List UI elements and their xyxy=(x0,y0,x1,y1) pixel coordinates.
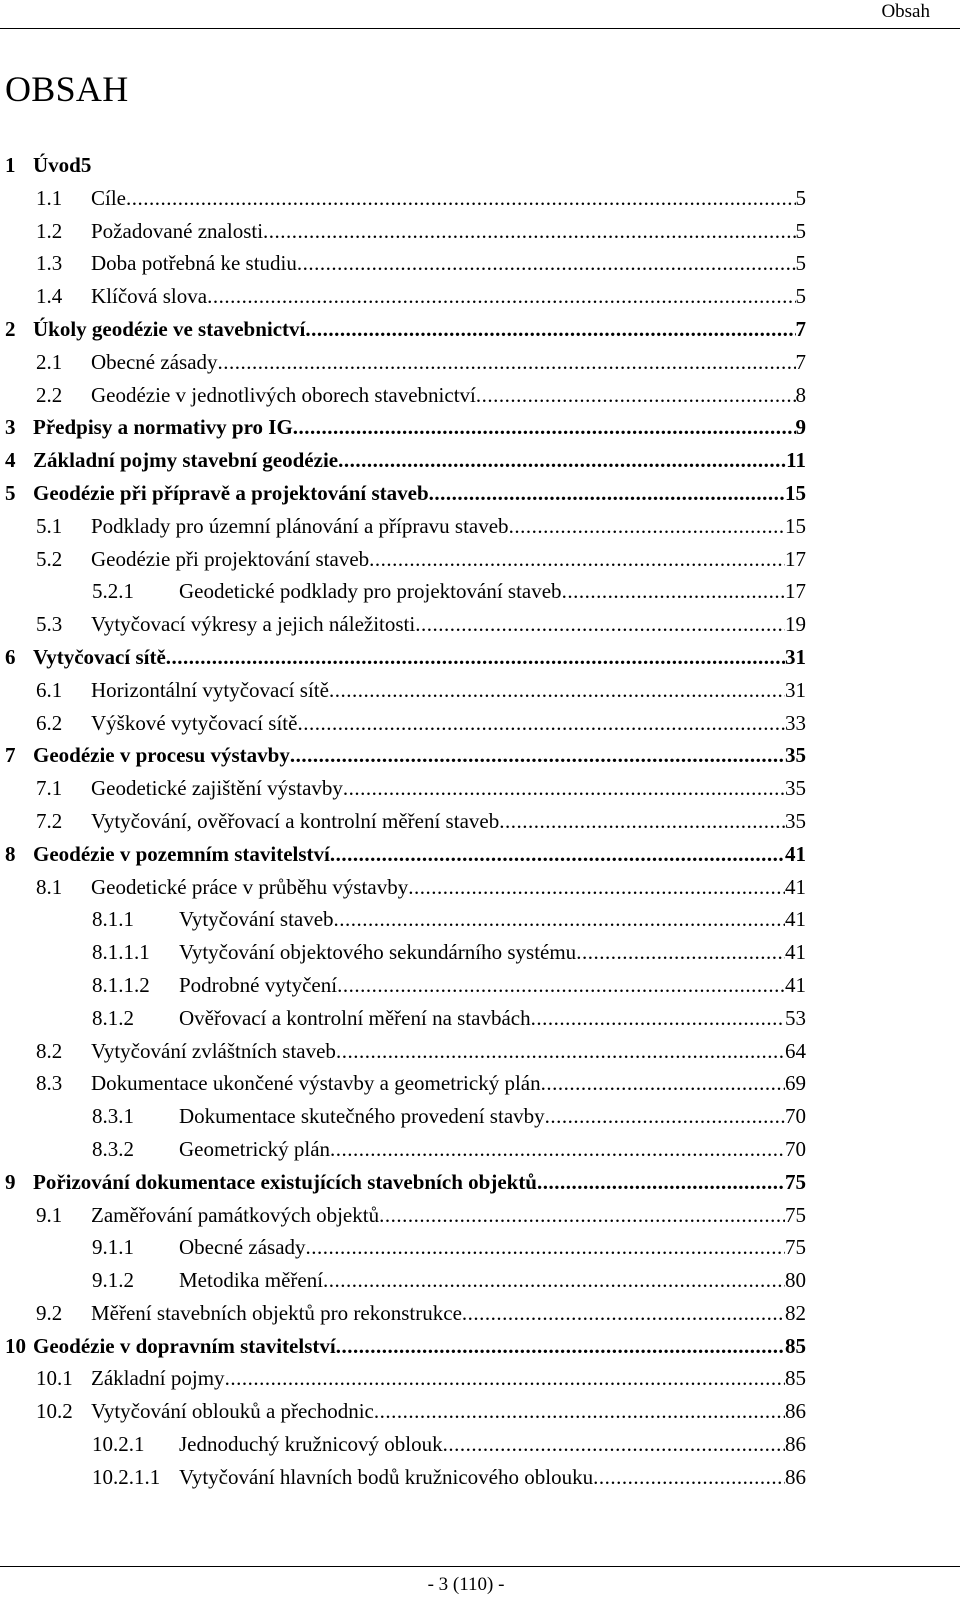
toc-entry-body xyxy=(33,641,806,674)
toc-entry-body xyxy=(33,411,806,444)
toc-entry-title: Základní pojmy stavební geodézie xyxy=(33,448,339,473)
toc-entry-4[interactable] xyxy=(0,444,806,477)
toc-entry-number: 5.1 xyxy=(36,513,63,538)
toc-entry-title: Obecné zásady xyxy=(179,1235,306,1260)
toc-entry-title: Vytyčovací sítě xyxy=(33,644,166,669)
dot-leader xyxy=(207,280,795,313)
toc-entry-title: Klíčová slova xyxy=(91,284,208,309)
toc-entry-number: 8 xyxy=(5,841,16,866)
toc-entry-page: 41 xyxy=(785,940,806,965)
running-header-label: Obsah xyxy=(881,1,930,22)
toc-entry-body xyxy=(179,1264,806,1297)
toc-entry-number: 8.1.1 xyxy=(92,907,134,932)
toc-entry-body xyxy=(91,1297,806,1330)
toc-entry-page: 15 xyxy=(785,513,806,538)
toc-entry-page: 70 xyxy=(785,1104,806,1129)
toc-entry-8-3-2[interactable] xyxy=(0,1133,806,1166)
toc-entry-body xyxy=(33,444,806,477)
toc-entry-2[interactable] xyxy=(0,313,806,346)
toc-entry-title: Obecné zásady xyxy=(91,349,218,374)
toc-entry-page: 33 xyxy=(785,710,806,735)
toc-entry-body xyxy=(33,313,806,346)
toc-entry-number: 6.2 xyxy=(36,710,63,735)
toc-entry-title: Dokumentace skutečného provedení stavby xyxy=(179,1104,545,1129)
toc-entry-page: 82 xyxy=(785,1300,806,1325)
toc-entry-page: 41 xyxy=(785,841,806,866)
dot-leader xyxy=(415,608,785,641)
dot-leader xyxy=(541,1067,785,1100)
toc-entry-8-1[interactable] xyxy=(0,871,806,904)
dot-leader xyxy=(305,313,795,346)
toc-entry-page: 85 xyxy=(785,1333,806,1358)
dot-leader xyxy=(576,936,785,969)
toc-entry-5-2[interactable] xyxy=(0,543,806,576)
toc-entry-number: 8.3.1 xyxy=(92,1104,134,1129)
toc-entry-page: 80 xyxy=(785,1268,806,1293)
toc-entry-title: Geodézie v jednotlivých oborech stavebnictví xyxy=(91,382,476,407)
toc-entry-page: 75 xyxy=(785,1235,806,1260)
toc-entry-body xyxy=(179,1428,806,1461)
toc-entry-title: Cíle xyxy=(91,185,126,210)
toc-entry-page: 53 xyxy=(785,1005,806,1030)
toc-entry-page: 31 xyxy=(785,644,806,669)
footer-divider xyxy=(0,1566,960,1567)
toc-entry-page: 31 xyxy=(785,677,806,702)
toc-entry-number: 4 xyxy=(5,448,16,473)
toc-entry-page: 9 xyxy=(795,415,806,440)
toc-entry-1-2[interactable] xyxy=(0,215,806,248)
toc-entry-title: Vytyčování staveb xyxy=(179,907,334,932)
toc-entry-8[interactable] xyxy=(0,838,806,871)
toc-entry-page: 69 xyxy=(785,1071,806,1096)
toc-entry-body xyxy=(91,1035,806,1068)
toc-entry-title: Vytyčování objektového sekundárního systému xyxy=(179,940,577,965)
toc-entry-8-1-1[interactable] xyxy=(0,903,806,936)
dot-leader xyxy=(343,772,785,805)
toc-entry-body xyxy=(33,149,806,182)
dot-leader xyxy=(369,543,785,576)
toc-entry-7[interactable] xyxy=(0,739,806,772)
toc-entry-number: 10.1 xyxy=(36,1366,73,1391)
toc-entry-number: 9.1.1 xyxy=(92,1235,134,1260)
toc-entry-title: Vytyčovací výkresy a jejich náležitosti xyxy=(91,612,416,637)
toc-entry-9-2[interactable] xyxy=(0,1297,806,1330)
toc-entry-body xyxy=(91,805,806,838)
dot-leader xyxy=(462,1297,785,1330)
toc-entry-page: 15 xyxy=(785,480,806,505)
dot-leader xyxy=(408,871,785,904)
toc-entry-title: Geodézie v pozemním stavitelství xyxy=(33,841,330,866)
toc-entry-body xyxy=(91,543,806,576)
toc-entry-number: 6 xyxy=(5,644,16,669)
toc-entry-number: 5 xyxy=(5,480,16,505)
dot-leader xyxy=(562,575,785,608)
toc-entry-number: 1.4 xyxy=(36,284,63,309)
toc-entry-8-3-1[interactable] xyxy=(0,1100,806,1133)
toc-entry-title: Pořizování dokumentace existujících stavebních objektů xyxy=(33,1169,537,1194)
dot-leader xyxy=(374,1395,785,1428)
toc-entry-10-2-1[interactable] xyxy=(0,1428,806,1461)
toc-entry-body xyxy=(91,280,806,313)
toc-entry-title: Geodézie při projektování staveb xyxy=(91,546,370,571)
toc-entry-title: Geodetické podklady pro projektování staveb xyxy=(179,579,562,604)
toc-entry-number: 5.2 xyxy=(36,546,63,571)
toc-entry-number: 8.1.1.1 xyxy=(92,940,150,965)
toc-entry-number: 2.2 xyxy=(36,382,63,407)
dot-leader xyxy=(337,969,785,1002)
toc-entry-8-1-1-1[interactable] xyxy=(0,936,806,969)
toc-entry-title: Podrobné vytyčení xyxy=(179,972,338,997)
toc-entry-page: 5 xyxy=(795,284,806,309)
toc-entry-number: 8.1.1.2 xyxy=(92,972,150,997)
toc-entry-8-1-1-2[interactable] xyxy=(0,969,806,1002)
toc-entry-6-2[interactable] xyxy=(0,707,806,740)
toc-entry-9[interactable] xyxy=(0,1166,806,1199)
dot-leader xyxy=(306,1231,785,1264)
dot-leader xyxy=(297,247,796,280)
toc-entry-body xyxy=(91,247,806,280)
toc-entry-page: 5 xyxy=(80,153,92,177)
toc-entry-page: 11 xyxy=(786,448,806,473)
toc-entry-title: Podklady pro územní plánování a přípravu staveb xyxy=(91,513,509,538)
toc-entry-body xyxy=(33,1166,806,1199)
toc-entry-number: 9.1.2 xyxy=(92,1268,134,1293)
toc-entry-5-1[interactable] xyxy=(0,510,806,543)
toc-entry-7-1[interactable] xyxy=(0,772,806,805)
toc-entry-page: 35 xyxy=(785,776,806,801)
toc-entry-number: 10 xyxy=(5,1333,26,1358)
dot-leader xyxy=(290,739,785,772)
toc-entry-title: Geodézie v procesu výstavby xyxy=(33,743,290,768)
toc-entry-title: Požadované znalosti xyxy=(91,218,264,243)
dot-leader xyxy=(429,477,785,510)
toc-entry-title: Jednoduchý kružnicový oblouk xyxy=(179,1432,443,1457)
toc-entry-title: Geodézie při přípravě a projektování staveb xyxy=(33,480,429,505)
toc-entry-page: 41 xyxy=(785,907,806,932)
toc-entry-2-2[interactable] xyxy=(0,379,806,412)
toc-entry-5[interactable] xyxy=(0,477,806,510)
page-footer xyxy=(0,1566,960,1610)
dot-leader xyxy=(293,411,796,444)
toc-entry-title: Horizontální vytyčovací sítě xyxy=(91,677,329,702)
toc-entry-number: 9.2 xyxy=(36,1300,63,1325)
toc-entry-body xyxy=(91,674,806,707)
toc-entry-1-4[interactable] xyxy=(0,280,806,313)
toc-entry-page: 41 xyxy=(785,972,806,997)
toc-entry-number: 9.1 xyxy=(36,1202,63,1227)
toc-entry-page: 86 xyxy=(785,1399,806,1424)
page-title: OBSAH xyxy=(5,69,129,109)
dot-leader xyxy=(443,1428,785,1461)
dot-leader xyxy=(330,1133,785,1166)
dot-leader xyxy=(330,838,785,871)
toc-entry-body xyxy=(91,608,806,641)
dot-leader xyxy=(499,805,785,838)
table-of-contents xyxy=(0,149,806,1494)
toc-entry-8-1-2[interactable] xyxy=(0,1002,806,1035)
toc-entry-8-3[interactable] xyxy=(0,1067,806,1100)
page-header xyxy=(0,0,960,29)
toc-entry-title: Vytyčování hlavních bodů kružnicového oblouku xyxy=(179,1464,594,1489)
dot-leader xyxy=(126,182,796,215)
toc-entry-number: 8.1 xyxy=(36,874,63,899)
toc-entry-page: 5 xyxy=(795,218,806,243)
toc-entry-number: 10.2.1 xyxy=(92,1432,145,1457)
dot-leader xyxy=(263,215,795,248)
toc-entry-3[interactable] xyxy=(0,411,806,444)
toc-entry-number: 3 xyxy=(5,415,16,440)
toc-entry-body xyxy=(91,379,806,412)
toc-entry-1-3[interactable] xyxy=(0,247,806,280)
toc-entry-title: Metodika měření xyxy=(179,1268,324,1293)
dot-leader xyxy=(537,1166,785,1199)
toc-entry-5-2-1[interactable] xyxy=(0,575,806,608)
toc-entry-10-2-1-1[interactable] xyxy=(0,1461,806,1494)
toc-entry-2-1[interactable] xyxy=(0,346,806,379)
toc-entry-10-1[interactable] xyxy=(0,1362,806,1395)
toc-entry-number: 5.3 xyxy=(36,612,63,637)
dot-leader xyxy=(476,379,796,412)
toc-entry-body xyxy=(91,772,806,805)
toc-entry-page: 75 xyxy=(785,1202,806,1227)
toc-entry-page: 5 xyxy=(795,185,806,210)
dot-leader xyxy=(338,444,786,477)
toc-entry-1[interactable] xyxy=(0,149,806,182)
toc-entry-number: 1 xyxy=(5,153,16,177)
toc-entry-body xyxy=(179,1002,806,1035)
toc-entry-body xyxy=(91,215,806,248)
toc-entry-number: 6.1 xyxy=(36,677,63,702)
toc-entry-page: 19 xyxy=(785,612,806,637)
toc-entry-body xyxy=(179,1231,806,1264)
toc-entry-body xyxy=(91,182,806,215)
dot-leader xyxy=(225,1362,785,1395)
toc-entry-number: 2 xyxy=(5,316,16,341)
toc-entry-body xyxy=(33,838,806,871)
toc-entry-9-1-2[interactable] xyxy=(0,1264,806,1297)
toc-entry-body xyxy=(91,871,806,904)
toc-entry-body xyxy=(91,346,806,379)
toc-entry-page: 86 xyxy=(785,1464,806,1489)
toc-entry-page: 41 xyxy=(785,874,806,899)
toc-entry-title: Vytyčování zvláštních staveb xyxy=(91,1038,336,1063)
toc-entry-page: 85 xyxy=(785,1366,806,1391)
toc-entry-number: 5.2.1 xyxy=(92,579,134,604)
toc-entry-title: Úkoly geodézie ve stavebnictví xyxy=(33,316,306,341)
dot-leader xyxy=(531,1002,785,1035)
toc-entry-title: Zaměřování památkových objektů xyxy=(91,1202,380,1227)
toc-entry-5-3[interactable] xyxy=(0,608,806,641)
toc-entry-body xyxy=(33,1330,806,1363)
toc-entry-page: 86 xyxy=(785,1432,806,1457)
toc-entry-6-1[interactable] xyxy=(0,674,806,707)
dot-leader xyxy=(336,1035,785,1068)
toc-entry-number: 7.2 xyxy=(36,808,63,833)
toc-entry-body xyxy=(179,1100,806,1133)
toc-entry-title: Geodetické zajištění výstavby xyxy=(91,776,343,801)
toc-entry-page: 8 xyxy=(795,382,806,407)
dot-leader xyxy=(166,641,785,674)
toc-entry-number: 8.2 xyxy=(36,1038,63,1063)
toc-entry-number: 10.2.1.1 xyxy=(92,1464,161,1489)
dot-leader xyxy=(593,1461,785,1494)
toc-entry-body xyxy=(33,477,806,510)
toc-entry-1-1[interactable] xyxy=(0,182,806,215)
toc-entry-page: 7 xyxy=(795,349,806,374)
page-number: - 3 (110) - xyxy=(427,1574,505,1595)
toc-entry-title: Základní pojmy xyxy=(91,1366,225,1391)
toc-entry-number: 8.1.2 xyxy=(92,1005,134,1030)
toc-entry-body xyxy=(91,1362,806,1395)
dot-leader xyxy=(545,1100,785,1133)
toc-entry-body xyxy=(91,510,806,543)
dot-leader xyxy=(336,1330,785,1363)
toc-entry-number: 9 xyxy=(5,1169,16,1194)
toc-entry-body xyxy=(91,1395,806,1428)
toc-entry-title: Měření stavebních objektů pro rekonstrukce xyxy=(91,1300,462,1325)
toc-entry-body xyxy=(179,969,806,1002)
dot-leader xyxy=(509,510,785,543)
toc-entry-number: 1.3 xyxy=(36,251,63,276)
toc-entry-title: Výškové vytyčovací sítě xyxy=(91,710,298,735)
toc-entry-title: Dokumentace ukončené výstavby a geometrický plán xyxy=(91,1071,541,1096)
toc-entry-title: Úvod xyxy=(33,153,81,177)
toc-entry-number: 7 xyxy=(5,743,16,768)
toc-entry-page: 75 xyxy=(785,1169,806,1194)
toc-entry-9-1[interactable] xyxy=(0,1199,806,1232)
toc-entry-body xyxy=(91,707,806,740)
toc-entry-9-1-1[interactable] xyxy=(0,1231,806,1264)
toc-entry-page: 35 xyxy=(785,743,806,768)
toc-entry-body xyxy=(179,936,806,969)
toc-entry-body xyxy=(179,1461,806,1494)
toc-entry-number: 1.1 xyxy=(36,185,63,210)
toc-entry-page: 7 xyxy=(795,316,806,341)
dot-leader xyxy=(323,1264,785,1297)
dot-leader xyxy=(329,674,785,707)
dot-leader xyxy=(334,903,785,936)
toc-entry-body xyxy=(91,1199,806,1232)
toc-entry-8-2[interactable] xyxy=(0,1035,806,1068)
toc-entry-page: 17 xyxy=(785,546,806,571)
toc-entry-number: 8.3.2 xyxy=(92,1136,134,1161)
toc-entry-title: Ověřovací a kontrolní měření na stavbách xyxy=(179,1005,531,1030)
toc-entry-number: 1.2 xyxy=(36,218,63,243)
toc-entry-title: Vytyčování, ověřovací a kontrolní měření staveb xyxy=(91,808,500,833)
dot-leader xyxy=(218,346,796,379)
toc-entry-page: 64 xyxy=(785,1038,806,1063)
toc-entry-title: Doba potřebná ke studiu xyxy=(91,251,297,276)
toc-entry-body xyxy=(91,1067,806,1100)
toc-entry-page: 35 xyxy=(785,808,806,833)
toc-entry-title: Geodézie v dopravním stavitelství xyxy=(33,1333,336,1358)
toc-entry-body xyxy=(179,575,806,608)
toc-entry-title: Geometrický plán xyxy=(179,1136,331,1161)
dot-leader xyxy=(297,707,785,740)
toc-entry-page: 70 xyxy=(785,1136,806,1161)
toc-entry-6[interactable] xyxy=(0,641,806,674)
toc-entry-10[interactable] xyxy=(0,1330,806,1363)
toc-entry-page: 17 xyxy=(785,579,806,604)
toc-entry-number: 10.2 xyxy=(36,1399,73,1424)
toc-entry-body xyxy=(33,739,806,772)
toc-entry-title: Předpisy a normativy pro IG xyxy=(33,415,293,440)
dot-leader xyxy=(379,1199,785,1232)
toc-entry-10-2[interactable] xyxy=(0,1395,806,1428)
toc-entry-body xyxy=(179,903,806,936)
toc-entry-title: Vytyčování oblouků a přechodnic xyxy=(91,1399,374,1424)
toc-entry-page: 5 xyxy=(795,251,806,276)
toc-entry-number: 2.1 xyxy=(36,349,63,374)
toc-entry-7-2[interactable] xyxy=(0,805,806,838)
toc-entry-number: 8.3 xyxy=(36,1071,63,1096)
toc-entry-number: 7.1 xyxy=(36,776,63,801)
toc-entry-body xyxy=(179,1133,806,1166)
toc-entry-title: Geodetické práce v průběhu výstavby xyxy=(91,874,409,899)
